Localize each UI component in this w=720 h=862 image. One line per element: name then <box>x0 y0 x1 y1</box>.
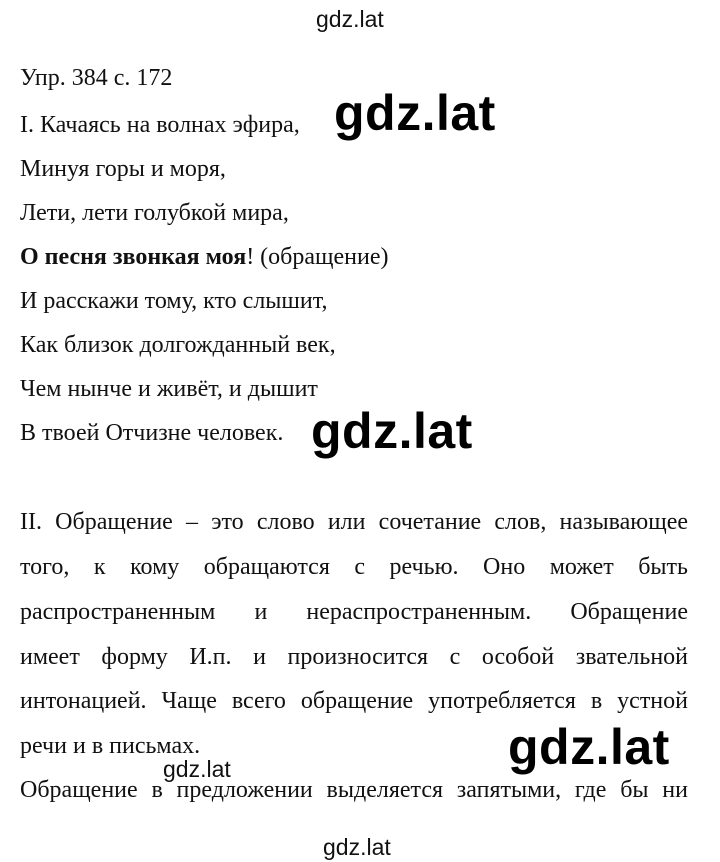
explanation-line-2: того, к кому обращаются с речью. Оно может быть <box>20 554 688 580</box>
address-bold-text: О песня звонкая моя <box>20 244 247 270</box>
poem-line-8: В твоей Отчизне человек. <box>20 420 284 446</box>
watermark-large-2: gdz.lat <box>311 403 473 459</box>
watermark-top: gdz.lat <box>316 6 384 32</box>
watermark-large-3: gdz.lat <box>508 719 670 775</box>
explanation-line-3: распространенным и нераспространенным. Обращение <box>20 599 688 625</box>
poem-line-1: I. Качаясь на волнах эфира, <box>20 112 300 138</box>
poem-line-5: И расскажи тому, кто слышит, <box>20 288 328 314</box>
poem-line-6: Как близок долгожданный век, <box>20 332 336 358</box>
explanation-line-4: имеет форму И.п. и произносится с особой звательной <box>20 644 688 670</box>
poem-line-2: Минуя горы и моря, <box>20 156 226 182</box>
explanation-line-6: речи и в письмах. <box>20 733 201 759</box>
watermark-bottom: gdz.lat <box>323 834 391 860</box>
poem-line-7: Чем нынче и живёт, и дышит <box>20 376 318 402</box>
exercise-header: Упр. 384 с. 172 <box>20 65 173 91</box>
address-annotation: ! (обращение) <box>246 244 389 270</box>
watermark-large-1: gdz.lat <box>334 85 496 141</box>
explanation-line-5: интонацией. Чаще всего обращение употребляется в устной <box>20 688 688 714</box>
watermark-mid: gdz.lat <box>163 756 231 782</box>
explanation-line-1: II. Обращение – это слово или сочетание слов, называющее <box>20 509 688 535</box>
explanation-line-7: Обращение в предложении выделяется запятыми, где бы ни <box>20 777 688 803</box>
poem-line-4 <box>20 245 389 269</box>
poem-line-3: Лети, лети голубкой мира, <box>20 200 289 226</box>
